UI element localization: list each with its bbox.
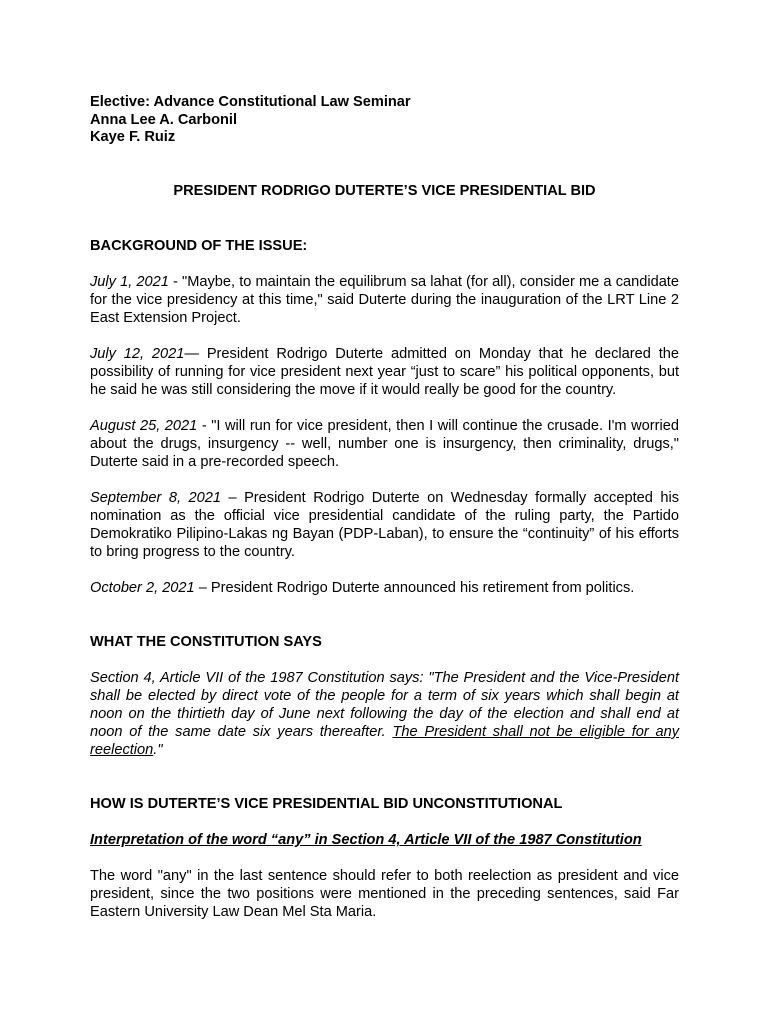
entry-date: July 12, 2021 (90, 346, 185, 362)
quote-closing: ." (153, 742, 163, 758)
entry-text: "Maybe, to maintain the equilibrum sa lahat (for all), consider me a candidate for the vice presidency at this time," said Duterte during the inauguration of the LRT Line 2 East Extension Project. (90, 274, 679, 326)
background-heading: BACKGROUND OF THE ISSUE: (90, 238, 308, 254)
entry-date: August 25, 2021 (90, 418, 198, 434)
entry-text: "I will run for vice president, then I will continue the crusade. I'm worried about the drugs, insurgency -- well, number one is insurgency, then criminality, drugs," Duterte said in a pre-recorded speech. (90, 418, 679, 470)
timeline-entry (90, 273, 679, 327)
entry-separator: – (220, 490, 245, 506)
entry-separator: - (168, 274, 183, 290)
entry-date: October 2, 2021 (90, 580, 195, 596)
timeline-entry (90, 345, 679, 399)
entry-date: July 1, 2021 (90, 274, 169, 290)
entry-text: President Rodrigo Duterte announced his retirement from politics. (210, 580, 635, 596)
elective-line: Elective: Advance Constitutional Law Seminar (90, 94, 411, 110)
interpretation-paragraph: The word "any" in the last sentence should refer to both reelection as president and vice president, since the two positions were mentioned in the preceding sentences, said Far Eastern University Law Dean Mel Sta Maria. (90, 868, 679, 920)
entry-separator: – (194, 580, 211, 596)
author-name-1: Anna Lee A. Carbonil (90, 111, 238, 128)
document-title: PRESIDENT RODRIGO DUTERTE’S VICE PRESIDENTIAL BID (173, 183, 596, 199)
timeline-entry (90, 417, 679, 471)
quote-text: Section 4, Article VII of the 1987 Constitution says: "The President and the Vice-President shall be elected by direct vote of the people for a term of six years which shall begin at noon on the thirtieth day of June next following the day of the election and shall end at noon of the same date six years thereafter. (90, 670, 679, 740)
quote-underlined-text: The President shall not be eligible for any reelection (90, 724, 679, 758)
document-content (90, 94, 680, 920)
entry-separator: — (184, 346, 207, 362)
entry-text: President Rodrigo Duterte on Wednesday formally accepted his nomination as the official vice presidential candidate of the ruling party, the Partido Demokratiko Pilipino-Lakas ng Bayan (PDP-Laban), to ensure the “continuity” of his efforts to bring progress to the country. (90, 490, 680, 560)
constitution-heading: WHAT THE CONSTITUTION SAYS (90, 634, 322, 650)
author-name-2: Kaye F. Ruiz (90, 129, 176, 145)
unconstitutional-heading: HOW IS DUTERTE’S VICE PRESIDENTIAL BID UNCONSTITUTIONAL (90, 796, 563, 812)
timeline-entry (90, 489, 679, 561)
entry-text: President Rodrigo Duterte admitted on Monday that he declared the possibility of running for vice president next year “just to scare” his political opponents, but he said he was still considering the move if it would really be good for the country. (90, 346, 679, 398)
interpretation-subheading: Interpretation of the word “any” in Section 4, Article VII of the 1987 Constitution (90, 832, 642, 848)
entry-separator: - (197, 418, 212, 434)
constitution-quote (90, 669, 679, 759)
timeline-entry (90, 579, 679, 597)
entry-date: September 8, 2021 (90, 490, 221, 506)
